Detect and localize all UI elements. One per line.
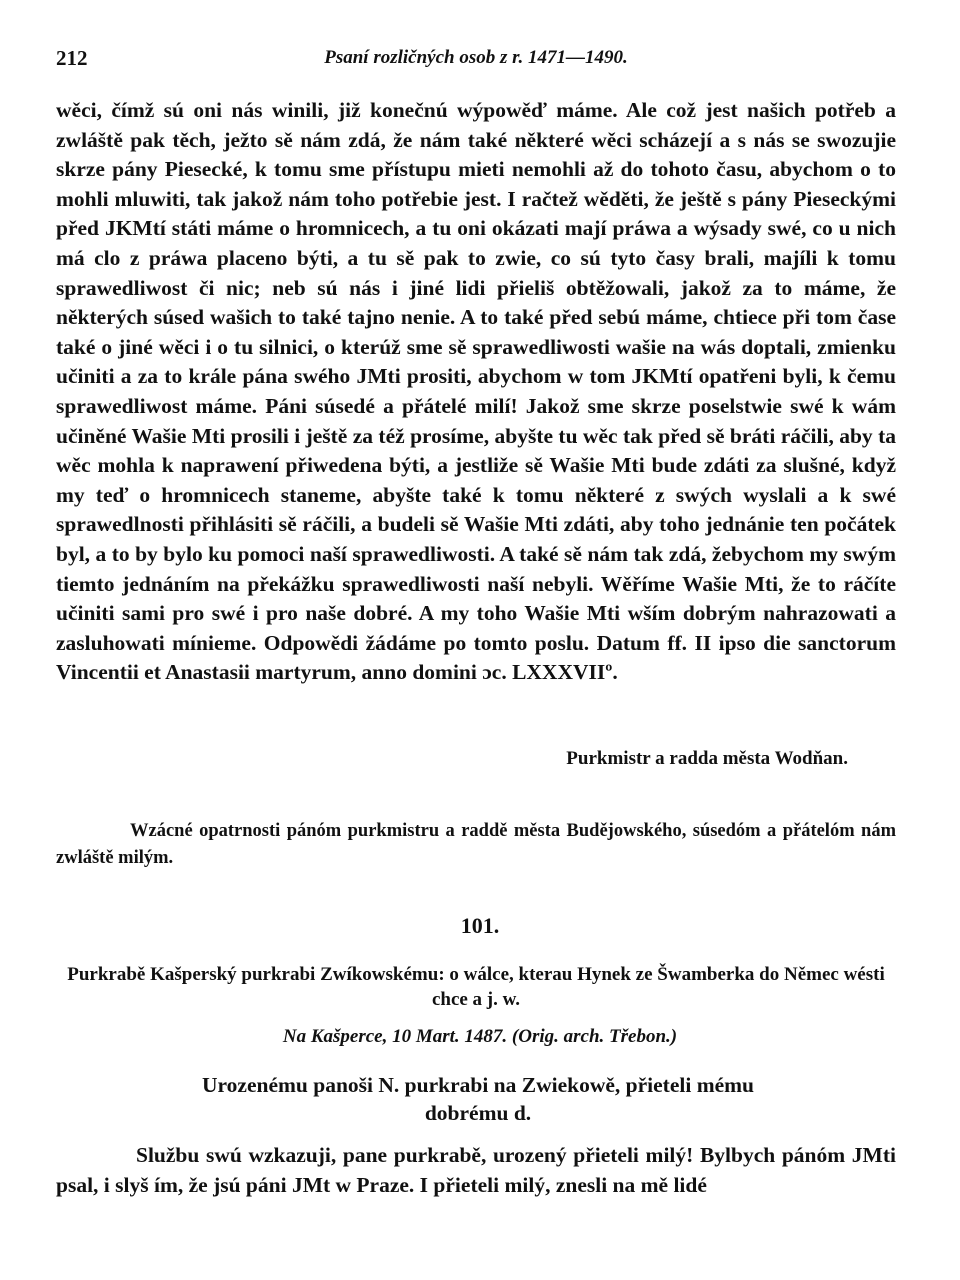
document-number: 101. <box>460 913 500 938</box>
letter-signature: Purkmistr a radda města Wodňan. <box>566 748 848 769</box>
letter-paragraph: wěci, čímž sú oni nás winili, již konečnú wýpowěď máme. Ale což jest našich potřeb a zwláště pak těch, ježto sě nám zdá, že nám také některé wěci scházejí a s nás se swozujie skrze pány Piesecké, k tomu sme přístupu mieti nemohli až do tohoto času, abychom o to mohli mluwiti, tak jakož nám toho potřebie jest. I račtež wěděti, že ještě s pány Pieseckými před JKMtí státi máme o hromnicech, a tu oni okázati mají práwa a wýsady swé, co u nich má clo z práwa placeno býti, a tu sě pak to zwie, co sú tyto časy brali, majíli k tomu sprawedliwost či nic; neb sú nás i jiné lidi přieliš obtěžowali, jakož za to máme, že některých súsed wašich to také tajno nenie. A to také před sebú máme, chtiece při tom čase také o jiné wěci i o tu silnici, o kterúž sme sě sprawedliwosti wašie na wás doptali, zmienku učiniti a za to krále pána swého JMti prositi, abychom w tom JKMtí opatřeni byli, k čemu sprawedliwost máme. Páni súsedé a přátelé milí! Jakož sme skrze poselstwie swé k wám učiněné Wašie Mti prosili i ještě za též prosíme, abyšte tu wěc tak před sě bráti ráčili, aby ta wěc mohla k naprawení přiwedena býti, a jestliže sě Wašie Mti bude zdáti za slušné, když my teď o hromnicech staneme, abyšte také k tomu některé z swých wyslali a k swé sprawedlnosti přihlásiti sě ráčili, a budeli sě Wašie Mti zdáti, aby toho jednánie ten počátek byl, a to by bylo ku pomoci naší sprawedliwosti. A také sě nám tak zdá, žebychom my swým tiemto jednáním na překážku sprawedliwosti naší nebyli. Wěříme Wašie Mti, že to ráčíte učiniti sami pro swé i pro naše dobré. A my toho Wašie Mti wším dobrým nahrazowati a zasluhowati mínieme. Odpowědi žádáme po tomto poslu. Datum ff. II ipso die sanctorum Vincentii et Anastasii martyrum, anno domini ɔc. LXXXVIIº. <box>56 98 896 685</box>
letter-body <box>56 96 896 688</box>
running-title: Psaní rozličných osob z r. 1471—1490. <box>324 47 628 68</box>
letter-address: Wzácné opatrnosti pánóm purkmistru a raddě města Budějowského, súsedóm a přátelóm nám zwláště milým. <box>56 821 896 868</box>
page-header <box>56 46 896 76</box>
page-number: 212 <box>56 46 88 70</box>
document-source: Na Kašperce, 10 Mart. 1487. (Orig. arch. Třebon.) <box>282 1026 678 1047</box>
letter-salutation: Urozenému panoši N. purkrabi na Zwiekowě, přieteli mému dobrému d. <box>201 1073 755 1125</box>
document-summary: Purkrabě Kašperský purkrabi Zwíkowskému: o wálce, kterau Hynek ze Šwamberka do Němec wésti chce a j. w. <box>67 964 885 1010</box>
letter-opening: Službu swú wzkazuji, pane purkrabě, urozený přieteli milý! Bylbych pánóm JMti psal, i slyš ím, že jsú páni JMt w Praze. I přieteli milý, znesli na mě lidé <box>56 1143 896 1197</box>
